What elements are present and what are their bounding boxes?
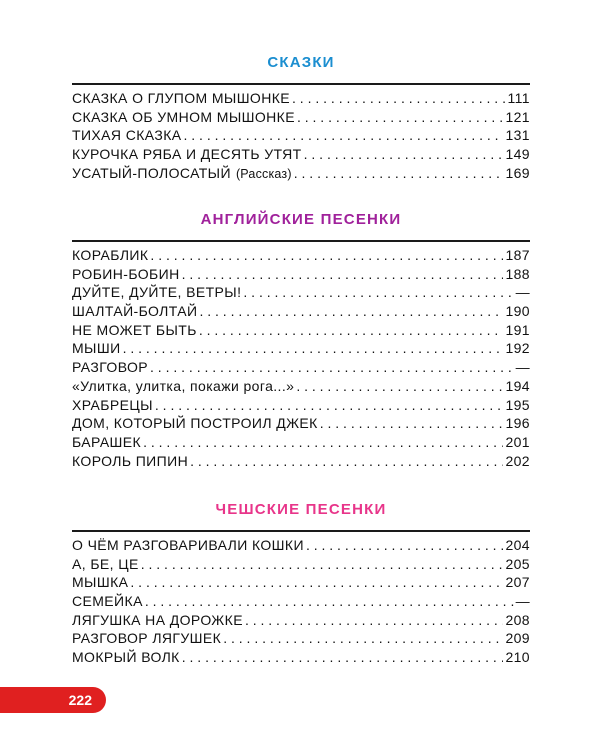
dot-leader bbox=[292, 89, 505, 108]
entry-title: РОБИН-БОБИН bbox=[72, 265, 180, 282]
entry-page-number: 205 bbox=[505, 555, 530, 572]
entry-title: ДУЙТЕ, ДУЙТЕ, ВЕТРЫ! bbox=[72, 284, 242, 301]
toc-list bbox=[72, 536, 530, 667]
section-title: СКАЗКИ bbox=[267, 54, 335, 71]
entry-page-number: 194 bbox=[505, 377, 530, 394]
entry-title: РАЗГОВОР bbox=[72, 359, 149, 376]
toc-entry bbox=[72, 321, 530, 340]
dot-leader bbox=[141, 555, 504, 574]
dot-leader bbox=[155, 396, 504, 415]
toc-list bbox=[72, 89, 530, 182]
dot-leader bbox=[296, 377, 503, 396]
entry-title: О ЧЁМ РАЗГОВАРИВАЛИ КОШКИ bbox=[72, 537, 304, 553]
dot-leader bbox=[182, 265, 504, 284]
entry-page-number: 187 bbox=[505, 247, 530, 263]
dot-leader bbox=[190, 452, 503, 471]
toc-entry bbox=[72, 283, 530, 302]
section-czech-songs bbox=[72, 499, 530, 667]
entry-title: ШАЛТАЙ-БОЛТАЙ bbox=[72, 303, 198, 320]
entry-page-number: 204 bbox=[505, 537, 530, 553]
entry-title: СКАЗКА ОБ УМНОМ МЫШОНКЕ bbox=[72, 108, 295, 125]
entry-title: МОКРЫЙ ВОЛК bbox=[72, 649, 180, 666]
toc-entry bbox=[72, 126, 530, 145]
entry-title: РАЗГОВОР ЛЯГУШЕК bbox=[72, 630, 222, 647]
entry-page-number: 111 bbox=[507, 90, 530, 106]
entry-page-number: 131 bbox=[505, 127, 530, 144]
page-number-tab bbox=[0, 687, 106, 713]
dot-leader bbox=[150, 358, 514, 377]
section-divider bbox=[72, 530, 530, 532]
toc-entry bbox=[72, 629, 530, 648]
entry-page-number: 188 bbox=[505, 265, 530, 282]
dot-leader bbox=[306, 536, 504, 555]
dot-leader bbox=[304, 145, 504, 164]
toc-entry bbox=[72, 145, 530, 164]
dot-leader bbox=[150, 246, 503, 265]
entry-title: МЫШИ bbox=[72, 340, 121, 357]
section-divider bbox=[72, 240, 530, 242]
entry-page-number: 192 bbox=[505, 340, 530, 357]
dot-leader bbox=[145, 592, 514, 611]
entry-title: КОРОЛЬ ПИПИН bbox=[72, 452, 189, 469]
section-skazki bbox=[72, 52, 530, 182]
entry-title: ТИХАЯ СКАЗКА bbox=[72, 127, 182, 144]
entry-page-number: 121 bbox=[505, 108, 530, 125]
entry-page-number: 169 bbox=[505, 164, 530, 181]
dot-leader bbox=[245, 611, 504, 630]
entry-title: БАРАШЕК bbox=[72, 433, 142, 450]
toc-entry bbox=[72, 592, 530, 611]
dot-leader bbox=[199, 302, 503, 321]
toc-entry bbox=[72, 414, 530, 433]
entry-note: (Рассказ) bbox=[235, 166, 292, 181]
dot-leader bbox=[243, 283, 513, 302]
page-number: 222 bbox=[68, 692, 92, 708]
entry-title: СКАЗКА О ГЛУПОМ МЫШОНКЕ bbox=[72, 90, 291, 106]
dot-leader bbox=[130, 573, 503, 592]
entry-page-number: 190 bbox=[505, 303, 530, 320]
entry-page-number: — bbox=[515, 593, 530, 610]
toc-entry bbox=[72, 302, 530, 321]
toc-entry bbox=[72, 396, 530, 415]
section-title: АНГЛИЙСКИЕ ПЕСЕНКИ bbox=[200, 211, 402, 228]
toc-entry bbox=[72, 377, 530, 396]
entry-page-number: 202 bbox=[505, 452, 530, 469]
entry-title: ХРАБРЕЦЫ bbox=[72, 396, 153, 413]
toc-entry bbox=[72, 265, 530, 284]
entry-title: А, БЕ, ЦЕ bbox=[72, 555, 139, 572]
entry-page-number: — bbox=[515, 359, 530, 376]
entry-page-number: 149 bbox=[505, 146, 530, 163]
toc-list bbox=[72, 246, 530, 470]
entry-title: МЫШКА bbox=[72, 574, 129, 591]
dot-leader bbox=[297, 108, 503, 127]
dot-leader bbox=[294, 164, 504, 183]
section-title: ЧЕШСКИЕ ПЕСЕНКИ bbox=[215, 501, 387, 518]
entry-title: «Улитка, улитка, покажи рога...» bbox=[72, 377, 295, 394]
entry-page-number: 195 bbox=[505, 396, 530, 413]
toc-entry bbox=[72, 611, 530, 630]
entry-page-number: 201 bbox=[505, 433, 530, 450]
toc-entry bbox=[72, 555, 530, 574]
toc-entry bbox=[72, 536, 530, 555]
entry-page-number: 191 bbox=[505, 321, 530, 338]
toc-entry bbox=[72, 573, 530, 592]
entry-page-number: 209 bbox=[505, 630, 530, 647]
entry-title: КУРОЧКА РЯБА И ДЕСЯТЬ УТЯТ bbox=[72, 146, 302, 163]
dot-leader bbox=[184, 126, 504, 145]
dot-leader bbox=[199, 321, 504, 340]
dot-leader bbox=[320, 414, 504, 433]
toc-entry bbox=[72, 108, 530, 127]
dot-leader bbox=[182, 648, 504, 667]
entry-title: ДОМ, КОТОРЫЙ ПОСТРОИЛ ДЖЕК bbox=[72, 415, 318, 432]
toc-entry bbox=[72, 648, 530, 667]
toc-entry bbox=[72, 89, 530, 108]
dot-leader bbox=[123, 339, 504, 358]
section-divider bbox=[72, 83, 530, 85]
dot-leader bbox=[223, 629, 503, 648]
dot-leader bbox=[143, 433, 503, 452]
entry-page-number: 196 bbox=[505, 415, 530, 432]
entry-title: НЕ МОЖЕТ БЫТЬ bbox=[72, 321, 197, 338]
toc-entry bbox=[72, 339, 530, 358]
entry-page-number: 208 bbox=[505, 611, 530, 628]
entry-page-number: 207 bbox=[505, 574, 530, 591]
toc-entry bbox=[72, 433, 530, 452]
entry-title: СЕМЕЙКА bbox=[72, 593, 143, 610]
toc-entry bbox=[72, 358, 530, 377]
entry-page-number: — bbox=[515, 284, 530, 301]
toc-entry bbox=[72, 246, 530, 265]
entry-title: УСАТЫЙ-ПОЛОСАТЫЙ bbox=[72, 164, 231, 181]
entry-title: КОРАБЛИК bbox=[72, 247, 149, 263]
entry-page-number: 210 bbox=[505, 649, 530, 666]
section-english-songs bbox=[72, 209, 530, 470]
toc-entry bbox=[72, 164, 530, 183]
entry-title: ЛЯГУШКА НА ДОРОЖКЕ bbox=[72, 611, 243, 628]
toc-entry bbox=[72, 452, 530, 471]
